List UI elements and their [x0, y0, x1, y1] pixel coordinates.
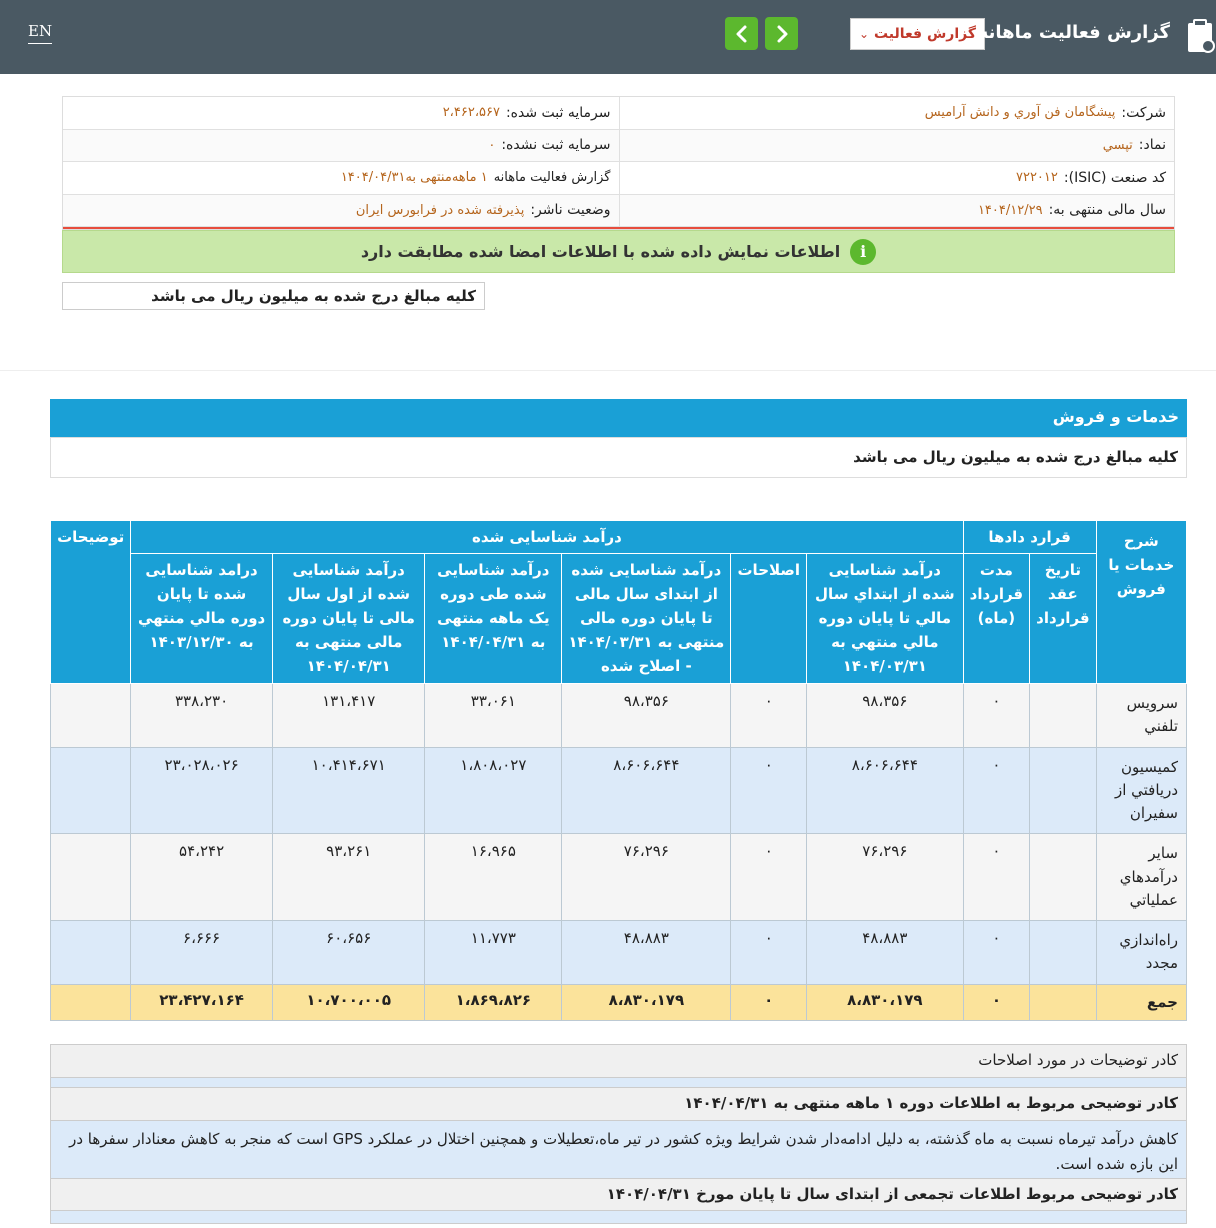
- chevron-left-icon: [732, 24, 752, 44]
- publisher-status-label: وضعیت ناشر:: [530, 202, 611, 219]
- company-label: شرکت:: [1121, 104, 1166, 121]
- language-toggle[interactable]: EN: [28, 22, 52, 44]
- comments-subtitle-cumulative: کادر توضیحی مربوط اطلاعات تجمعی از ابتدای سال تا پایان مورخ ۱۴۰۴/۰۴/۳۱: [51, 1179, 1186, 1211]
- fiscal-year-value: ۱۴۰۴/۱۲/۲۹: [977, 202, 1043, 218]
- company-value: پیشگامان فن آوري و دانش آرامیس: [924, 105, 1116, 121]
- total-c1: ۸،۸۳۰،۱۷۹: [807, 984, 964, 1020]
- row-c5: ۶۰،۶۵۶: [272, 921, 425, 985]
- capital-unregistered-label: سرمایه ثبت نشده:: [501, 137, 611, 154]
- header-col1: درآمد شناسایی شده از ابتداي سال مالي تا پایان دوره مالي منتهي به ۱۴۰۴/۰۳/۳۱: [807, 554, 964, 684]
- row-c5: ۹۳،۲۶۱: [272, 834, 425, 921]
- row-c6: ۵۴،۲۴۲: [131, 834, 273, 921]
- row-duration: ۰: [963, 684, 1029, 748]
- info-cell: [619, 130, 1175, 162]
- info-cell: [63, 195, 619, 227]
- row-duration: ۰: [963, 921, 1029, 985]
- symbol-label: نماد:: [1138, 137, 1166, 154]
- total-c2: ۰: [731, 984, 807, 1020]
- row-c4: ۱۶،۹۶۵: [425, 834, 562, 921]
- table-row: [51, 747, 1187, 834]
- info-cell: [63, 97, 619, 129]
- table-row: [51, 834, 1187, 921]
- row-c4: ۱۱،۷۷۳: [425, 921, 562, 985]
- row-duration: ۰: [963, 834, 1029, 921]
- header-contract-duration: مدت قرارداد (ماه): [963, 554, 1029, 684]
- row-name: سرويس تلفني: [1096, 684, 1186, 748]
- header-notes: توضیحات: [51, 521, 131, 684]
- row-c1: ۹۸،۳۵۶: [807, 684, 964, 748]
- chevron-right-icon: [772, 24, 792, 44]
- chevron-down-icon: ⌄: [859, 27, 870, 41]
- row-date: [1030, 747, 1096, 834]
- total-name: جمع: [1096, 984, 1186, 1020]
- row-c4: ۳۳،۰۶۱: [425, 684, 562, 748]
- info-cell: [619, 97, 1175, 129]
- row-c2: ۰: [731, 747, 807, 834]
- header-col2: اصلاحات: [731, 554, 807, 684]
- row-date: [1030, 684, 1096, 748]
- company-info-table: [62, 96, 1175, 230]
- row-c6: ۲۳،۰۲۸،۰۲۶: [131, 747, 273, 834]
- row-c2: ۰: [731, 684, 807, 748]
- total-duration: ۰: [963, 984, 1029, 1020]
- info-row: [63, 97, 1174, 130]
- verification-text: اطلاعات نمایش داده شده با اطلاعات امضا شده مطابقت دارد: [360, 242, 841, 261]
- header-contracts: قرارد دادها: [963, 521, 1096, 554]
- row-name: راه‌اندازي مجدد: [1096, 921, 1186, 985]
- header-contract-date: تاریخ عقد قرارداد: [1030, 554, 1096, 684]
- header-col4: درآمد شناسایی شده طی دوره یک ماهه منتهی به ۱۴۰۴/۰۴/۳۱: [425, 554, 562, 684]
- row-notes: [51, 921, 131, 985]
- amount-unit-note: کلیه مبالغ درج شده به میلیون ریال می باشد: [62, 282, 485, 310]
- row-name: ساير درآمدهاي عملیاتي: [1096, 834, 1186, 921]
- total-c6: ۲۳،۴۲۷،۱۶۴: [131, 984, 273, 1020]
- header-col3: درآمد شناسایی شده از ابتدای سال مالی تا پایان دوره مالی منتهی به ۱۴۰۴/۰۳/۳۱ - اصلاح شده: [562, 554, 731, 684]
- row-c5: ۱۰،۴۱۴،۶۷۱: [272, 747, 425, 834]
- publisher-status-value: پذیرفته شده در فرابورس ایران: [355, 202, 525, 218]
- section-title: خدمات و فروش: [50, 399, 1187, 437]
- comments-head: کادر توضیحات در مورد اصلاحات: [51, 1045, 1186, 1078]
- row-c3: ۸،۶۰۶،۶۴۴: [562, 747, 731, 834]
- row-date: [1030, 921, 1096, 985]
- row-c3: ۷۶،۲۹۶: [562, 834, 731, 921]
- symbol-value: تپسي: [1102, 137, 1133, 153]
- total-date: [1030, 984, 1096, 1020]
- info-cell: [63, 162, 619, 194]
- total-notes: [51, 984, 131, 1020]
- row-c2: ۰: [731, 921, 807, 985]
- total-row: [51, 984, 1187, 1020]
- divider: [51, 1078, 1186, 1088]
- page-title: گزارش فعالیت ماهانه: [977, 22, 1170, 43]
- row-duration: ۰: [963, 747, 1029, 834]
- verification-notice: [62, 230, 1175, 273]
- top-bar: [0, 0, 1216, 74]
- row-date: [1030, 834, 1096, 921]
- clipboard-icon: [1186, 18, 1216, 54]
- comments-subtitle-period: کادر توضیحی مربوط به اطلاعات دوره ۱ ماهه منتهی به ۱۴۰۴/۰۴/۳۱: [51, 1088, 1186, 1121]
- next-button[interactable]: [725, 17, 758, 50]
- row-c3: ۴۸،۸۸۳: [562, 921, 731, 985]
- total-c5: ۱۰،۷۰۰،۰۰۵: [272, 984, 425, 1020]
- divider: [51, 1211, 1186, 1223]
- report-end-value: منتهی به۱۴۰۴/۰۴/۳۱: [340, 170, 452, 186]
- info-cell: [619, 162, 1175, 194]
- isic-value: ۷۲۲۰۱۲: [1015, 170, 1058, 186]
- divider: [0, 370, 1216, 371]
- total-c3: ۸،۸۳۰،۱۷۹: [562, 984, 731, 1020]
- row-notes: [51, 747, 131, 834]
- row-notes: [51, 684, 131, 748]
- info-row: [63, 130, 1174, 163]
- report-label: گزارش فعالیت ماهانه: [493, 170, 611, 186]
- info-row: [63, 195, 1174, 228]
- row-c3: ۹۸،۳۵۶: [562, 684, 731, 748]
- capital-registered-value: ۲،۴۶۲،۵۶۷: [442, 105, 500, 121]
- table-row: [51, 684, 1187, 748]
- row-c2: ۰: [731, 834, 807, 921]
- row-c4: ۱،۸۰۸،۰۲۷: [425, 747, 562, 834]
- row-c5: ۱۳۱،۴۱۷: [272, 684, 425, 748]
- previous-button[interactable]: [765, 17, 798, 50]
- header-col5: درآمد شناسایی شده از اول سال مالی تا پایان دوره مالی منتهی به ۱۴۰۴/۰۴/۳۱: [272, 554, 425, 684]
- header-col6: درامد شناسایی شده تا پایان دوره مالي منتهي به ۱۴۰۳/۱۲/۳۰: [131, 554, 273, 684]
- divider: [63, 227, 1174, 229]
- info-cell: [619, 195, 1175, 227]
- total-c4: ۱،۸۶۹،۸۲۶: [425, 984, 562, 1020]
- comments-text-period: کاهش درآمد تیرماه نسبت به ماه گذشته، به دلیل ادامه‌دار شدن شرایط ویژه کشور در تیر ماه،تعطیلات و همچنین اختلال در عملکرد GPS است که منجر به کاهش معنادار سفرها در این بازه شده است.: [51, 1121, 1186, 1179]
- row-c1: ۷۶،۲۹۶: [807, 834, 964, 921]
- fiscal-year-label: سال مالی منتهی به:: [1048, 202, 1166, 219]
- isic-label: کد صنعت (ISIC):: [1063, 169, 1166, 186]
- info-row: [63, 162, 1174, 195]
- table-row: [51, 921, 1187, 985]
- report-value: ۱ ماهه: [451, 170, 488, 186]
- row-c1: ۴۸،۸۸۳: [807, 921, 964, 985]
- row-notes: [51, 834, 131, 921]
- capital-registered-label: سرمایه ثبت شده:: [505, 104, 611, 121]
- sales-table: [50, 520, 1187, 1021]
- row-c1: ۸،۶۰۶،۶۴۴: [807, 747, 964, 834]
- info-cell: [63, 130, 619, 162]
- row-name: کمیسیون دریافتي از سفیران: [1096, 747, 1186, 834]
- report-type-select[interactable]: [850, 18, 985, 50]
- comments-box: [50, 1044, 1187, 1224]
- header-desc: شرح خدمات یا فروش: [1096, 521, 1186, 684]
- info-icon: i: [850, 239, 876, 265]
- section-unit-note: کلیه مبالغ درج شده به میلیون ریال می باشد: [50, 437, 1187, 478]
- capital-unregistered-value: ۰: [488, 137, 496, 153]
- report-type-value: گزارش فعالیت: [873, 26, 976, 42]
- row-c6: ۳۳۸،۲۳۰: [131, 684, 273, 748]
- row-c6: ۶،۶۶۶: [131, 921, 273, 985]
- header-revenue: درآمد شناسایی شده: [131, 521, 963, 554]
